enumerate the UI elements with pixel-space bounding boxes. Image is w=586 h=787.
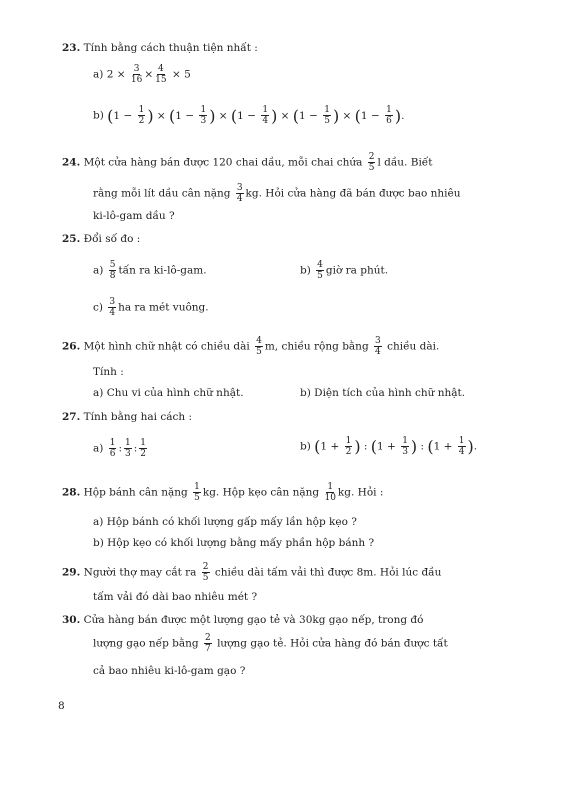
q24-text: Một cửa hàng bán được 120 chai dầu, mỗi chai chứa bbox=[83, 156, 363, 169]
fraction: $\frac{3}{4}$ bbox=[375, 336, 381, 357]
q23-title: Tính bằng cách thuận tiện nhất : bbox=[83, 42, 258, 54]
fraction: $\frac{4}{5}$ bbox=[256, 336, 262, 357]
q29-line1: 29. Người thợ may cắt ra $\frac{2}{5}$ chiều dài tấm vải thì được 8m. Hỏi lúc đầu bbox=[62, 562, 442, 583]
q25-title-line: 25. Đổi số đo : bbox=[62, 233, 141, 245]
fraction: $\frac{3}{4}$ bbox=[109, 297, 116, 318]
q26-line1: 26. Một hình chữ nhật có chiều dài $\frac{4}{5}$ m, chiều rộng bằng $\frac{3}{4}$ chiều dài. bbox=[62, 336, 440, 357]
q26b: b) Diện tích của hình chữ nhật. bbox=[300, 387, 466, 399]
q27a: a) $\frac{1}{6}$ : $\frac{1}{3}$ : $\frac{1}{2}$ bbox=[93, 438, 146, 459]
q26a: a) Chu vi của hình chữ nhật. bbox=[93, 387, 244, 399]
op: × bbox=[144, 68, 154, 81]
fraction: $\frac{1}{2}$ bbox=[140, 438, 146, 459]
fraction: $\frac{1}{2}$ bbox=[138, 105, 145, 126]
fraction: $\frac{1}{10}$ bbox=[324, 482, 336, 503]
fraction: $\frac{1}{6}$ bbox=[386, 105, 392, 126]
q26-line2: Tính : bbox=[93, 366, 124, 378]
fraction: $\frac{2}{5}$ bbox=[368, 152, 375, 173]
fraction: $\frac{3}{16}$ bbox=[130, 64, 143, 85]
q28-line1: 28. Hộp bánh cân nặng $\frac{1}{5}$ kg. Hộp kẹo cân nặng $\frac{1}{10}$ kg. Hỏi : bbox=[62, 482, 384, 503]
q25-number: 25. bbox=[62, 233, 81, 245]
q23b-label: b) bbox=[93, 109, 104, 122]
q23a-label: a) bbox=[93, 68, 104, 81]
q28a: a) Hộp bánh có khối lượng gấp mấy lần hộp kẹo ? bbox=[93, 516, 357, 528]
q27-number: 27. bbox=[62, 411, 81, 423]
q30-line1: 30. Cửa hàng bán được một lượng gạo tẻ và 30kg gạo nếp, trong đó bbox=[62, 614, 424, 626]
q23a bbox=[93, 64, 191, 85]
paren-term: (1 − $\frac{1}{4}$ ) × bbox=[230, 105, 293, 126]
q29-line2: tấm vải đó dài bao nhiêu mét ? bbox=[93, 591, 258, 603]
fraction: $\frac{2}{5}$ bbox=[202, 562, 209, 583]
q23-line bbox=[62, 42, 258, 54]
fraction: $\frac{1}{5}$ bbox=[194, 482, 200, 503]
fraction: $\frac{1}{3}$ bbox=[124, 438, 131, 459]
q25c: c) $\frac{3}{4}$ ha ra mét vuông. bbox=[93, 297, 209, 318]
q30-number: 30. bbox=[62, 614, 81, 626]
q27b: b) (1 + $\frac{1}{2}$ ) : (1 + $\frac{1}{3}$ ) : (1 + $\frac{1}{4}$ ). bbox=[300, 436, 478, 457]
q23a-tail: × 5 bbox=[171, 68, 191, 81]
fraction: $\frac{1}{4}$ bbox=[262, 105, 269, 126]
q29-number: 29. bbox=[62, 566, 81, 579]
fraction: $\frac{1}{5}$ bbox=[324, 105, 330, 126]
q26-number: 26. bbox=[62, 340, 81, 353]
fraction: $\frac{1}{3}$ bbox=[200, 105, 207, 126]
fraction: $\frac{1}{3}$ bbox=[402, 436, 408, 457]
page-number: 8 bbox=[58, 700, 65, 712]
fraction: $\frac{4}{15}$ bbox=[155, 64, 167, 85]
q23b-expression bbox=[107, 105, 405, 126]
q24-line2: rằng mỗi lít dầu cân nặng $\frac{3}{4}$ kg. Hỏi cửa hàng đã bán được bao nhiêu bbox=[93, 183, 461, 204]
fraction: $\frac{1}{2}$ bbox=[345, 436, 352, 457]
q30-line2: lượng gạo nếp bằng $\frac{2}{7}$ lượng gạo tẻ. Hỏi cửa hàng đó bán được tất bbox=[93, 633, 448, 654]
q23b bbox=[93, 105, 404, 126]
q23-number: 23. bbox=[62, 42, 81, 54]
fraction: $\frac{2}{7}$ bbox=[205, 633, 211, 654]
fraction: $\frac{3}{4}$ bbox=[236, 183, 243, 204]
q24-text: l dầu. Biết bbox=[377, 156, 433, 169]
q30-line3: cả bao nhiêu ki-lô-gam gạo ? bbox=[93, 665, 246, 677]
paren-term: (1 − $\frac{1}{2}$ ) × bbox=[107, 105, 170, 126]
q24-number: 24. bbox=[62, 156, 81, 169]
q23a-text: 2 × bbox=[106, 68, 126, 81]
q24-line1 bbox=[62, 152, 432, 173]
fraction: $\frac{5}{8}$ bbox=[109, 260, 116, 281]
q25a: a) $\frac{5}{8}$ tấn ra ki-lô-gam. bbox=[93, 260, 207, 281]
paren-term: (1 − $\frac{1}{6}$ ). bbox=[354, 105, 405, 126]
fraction: $\frac{1}{4}$ bbox=[458, 436, 465, 457]
paren-term: (1 − $\frac{1}{3}$ ) × bbox=[169, 105, 231, 126]
fraction: $\frac{4}{5}$ bbox=[317, 260, 323, 281]
fraction: $\frac{1}{6}$ bbox=[109, 438, 116, 459]
q27-title-line: 27. Tính bằng hai cách : bbox=[62, 411, 193, 423]
q28b: b) Hộp kẹo có khối lượng bằng mấy phần hộp bánh ? bbox=[93, 537, 375, 549]
paren-term: (1 − $\frac{1}{5}$ ) × bbox=[292, 105, 355, 126]
q24-line3: ki-lô-gam dầu ? bbox=[93, 210, 175, 222]
q25b: b) $\frac{4}{5}$ giờ ra phút. bbox=[300, 260, 389, 281]
q28-number: 28. bbox=[62, 486, 81, 499]
